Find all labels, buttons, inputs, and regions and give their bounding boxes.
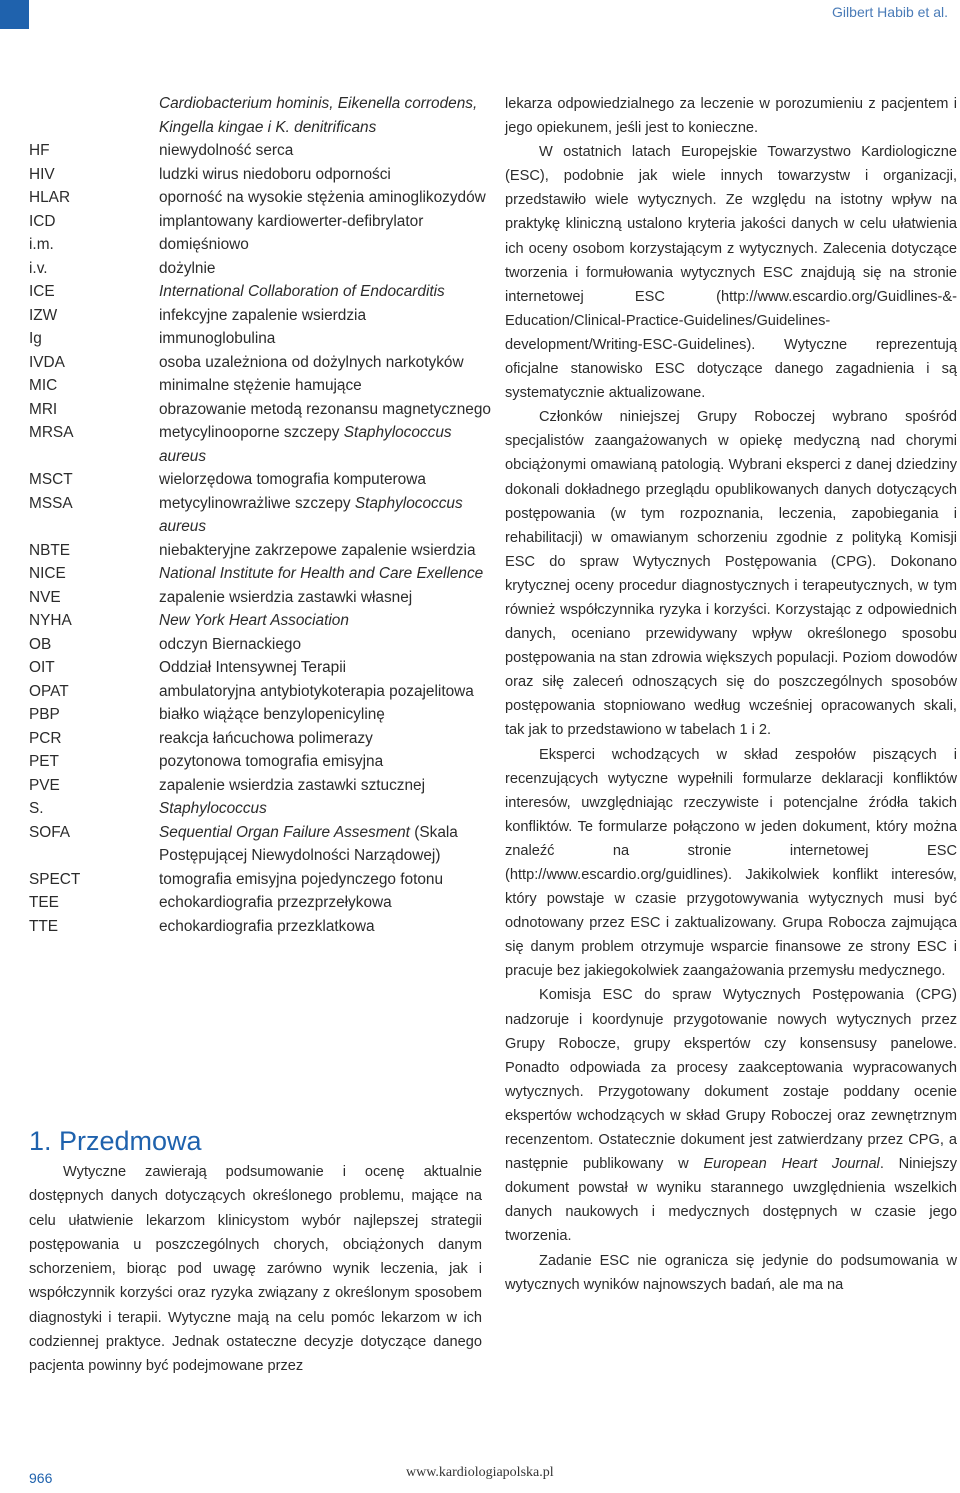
text-run: Staphylococcus aureus <box>159 424 452 465</box>
preface-paragraph: Wytyczne zawierają podsumowanie i ocenę aktualnie dostępnych danych dotyczących określonego problemu, mające na celu ułatwienie lekarzom klinicystom wybór najlepszej strategii postępowania u poszczególnych chorych, obciążonych danym schorzeniem, biorąc pod uwagę zarówno wynik leczenia, jak i współczynnik korzyści oraz ryzyka związany z określonym sposobem diagnostyki i terapii. Wytyczne mają na celu pomóc lekarzom w ich codziennej praktyce. Jednak ostateczne decyzje dotyczące danego pacjenta powinny być podejmowane przez <box>29 1164 482 1375</box>
abbreviation-key: NVE <box>29 588 61 606</box>
abbreviation-row <box>29 398 499 422</box>
abbreviation-key: PVE <box>29 776 60 794</box>
abbreviation-definition <box>159 304 499 328</box>
abbreviation-row <box>29 163 499 187</box>
text-run: metycylinowrażliwe szczepy <box>159 494 355 512</box>
abbreviation-row <box>29 92 499 139</box>
journal-url: www.kardiologiapolska.pl <box>406 1465 554 1480</box>
abbreviation-definition <box>159 750 499 774</box>
text-run: echokardiografia przezprzełykowa <box>159 894 392 911</box>
abbreviation-definition <box>159 633 499 657</box>
text-run: reakcja łańcuchowa polimerazy <box>159 729 373 747</box>
abbreviation-row <box>29 586 499 610</box>
text-run: lekarza odpowiedzialnego za leczenie w porozumieniu z pacjentem i jego opiekunem, jeśli jest to konieczne. <box>505 96 957 137</box>
text-run: Oddział Intensywnej Terapii <box>159 659 347 676</box>
abbreviation-definition <box>159 703 499 727</box>
abbreviation-definition <box>159 257 499 281</box>
text-run: oporność na wysokie stężenia aminoglikozydów <box>159 189 486 206</box>
abbreviation-key: HLAR <box>29 189 71 206</box>
abbreviation-key: OPAT <box>29 682 69 700</box>
text-run: Cardiobacterium hominis, Eikenella corrodens, Kingella kingae i K. denitrificans <box>159 95 478 136</box>
abbreviation-row <box>29 139 499 163</box>
abbreviation-key: MRSA <box>29 424 74 441</box>
abbreviation-row <box>29 562 499 586</box>
body-paragraph <box>505 92 957 140</box>
text-run: (Skala Postępującej Niewydolności Narządowej) <box>159 823 458 864</box>
abbreviation-definition <box>159 351 499 375</box>
body-paragraph <box>505 405 957 742</box>
abbreviation-key: NBTE <box>29 541 71 559</box>
abbreviation-definition <box>159 797 499 821</box>
abbreviation-definition <box>159 727 499 751</box>
text-run: New York Heart Association <box>159 612 349 629</box>
text-run: domięśniowo <box>159 236 249 253</box>
abbreviation-row <box>29 891 499 915</box>
text-run: Członków niniejszej Grupy Roboczej wybrano spośród specjalistów zaangażowanych w opiekę medyczną nad chorymi obciążonymi omawianą patologią. Wybrani eksperci z danej dziedziny dokonali dokładnego przeglądu opublikowanych danych dotyczących postępowania (w tym rozpoznania, leczenia, zapobiegania i rehabilitacji) w omawianym schorzeniu zgodnie z polityką Komisji ESC do spraw Wytycznych Postępowania (CPG). Dokonano krytycznej oceny procedur diagnostycznych i terapeutycznych, w tym również współczynnika ryzyka i korzyści. Korzystając z odpowiednich danych, oceniano przewidywany wpływ określonego sposobu postępowania na stan zdrowia większych populacji. Poziom dowodów oraz siłę zaleceń odnoszących się do poszczególnych sposobów postępowania stopniowano według wcześniej opracowanych skali, tak jak to przedstawiono w tabelach 1 i 2. <box>505 409 957 739</box>
abbreviation-definition <box>159 468 499 492</box>
text-run: International Collaboration of Endocarditis <box>159 283 445 300</box>
abbreviation-row <box>29 374 499 398</box>
abbreviation-row <box>29 539 499 563</box>
text-run: implantowany kardiowerter-defibrylator <box>159 212 424 230</box>
abbreviation-definition <box>159 374 499 398</box>
abbreviation-key: OIT <box>29 659 55 676</box>
abbreviation-key: IVDA <box>29 353 65 371</box>
abbreviation-row <box>29 797 499 821</box>
abbreviation-definition <box>159 609 499 633</box>
text-run: zapalenie wsierdzia zastawki sztucznej <box>159 776 426 794</box>
journal-color-block <box>0 0 29 29</box>
text-run: Komisja ESC do spraw Wytycznych Postępowania (CPG) nadzoruje i koordynuje przygotowanie nowych wytycznych przez Grupy Robocze, grupy ekspertów czy konsensusy panelowe. Ponadto odpowiada za procesy zaakceptowania wypracowanych wytycznych. Przygotowany dokument zostaje poddany ocenie ekspertów wchodzących w skład Grupy Roboczej oraz zewnętrznym recenzentom. Ostatecznie dokument jest zatwierdzany przez CPG, a następnie publikowany w <box>505 987 957 1173</box>
body-paragraph <box>505 743 957 984</box>
abbreviation-definition <box>159 398 499 422</box>
abbreviation-key: PET <box>29 753 59 770</box>
text-run: metycylinooporne szczepy <box>159 424 344 441</box>
abbreviation-key: S. <box>29 800 44 817</box>
abbreviation-definition <box>159 233 499 257</box>
abbreviation-key: MRI <box>29 400 58 418</box>
abbreviation-row <box>29 492 499 539</box>
abbreviation-definition <box>159 327 499 351</box>
abbreviation-key: TTE <box>29 917 59 935</box>
text-run: niewydolność serca <box>159 142 294 159</box>
abbreviation-definition <box>159 915 499 939</box>
body-paragraph <box>505 1249 957 1297</box>
abbreviation-row <box>29 868 499 892</box>
abbreviation-key: ICD <box>29 212 56 230</box>
abbreviation-key: HF <box>29 142 50 159</box>
abbreviation-key: ICE <box>29 283 55 300</box>
text-run: minimalne stężenie hamujące <box>159 377 362 394</box>
body-paragraph <box>505 983 957 1248</box>
text-run: zapalenie wsierdzia zastawki własnej <box>159 588 413 606</box>
text-run: immunoglobulina <box>159 330 276 347</box>
abbreviation-key: IZW <box>29 306 58 324</box>
text-run: European Heart Journal <box>703 1156 880 1173</box>
abbreviation-row <box>29 421 499 468</box>
text-run: ludzki wirus niedoboru odporności <box>159 165 391 183</box>
text-run: W ostatnich latach Europejskie Towarzystwo Kardiologiczne (ESC), podobnie jak wiele innych towarzystw i organizacji, przedstawiło wiele wytycznych. Ze względu na istotny wpływ na praktykę kliniczną ustalono kryteria jakości danych w celu ułatwienia ich oceny osobom korzystającym z wytycznych. Zalecenia dotyczące tworzenia i formułowania wytycznych ESC znajdują się na stronie internetowej ESC (http://www.escardio.org/Guidlines-&-Education/Clinical-Practice-Guidelines/Guidelines-development/Writing-ESC-Guidelines). Wytyczne reprezentują oficjalne stanowisko ESC dotyczące danego zagadnienia i są systematycznie aktualizowane. <box>505 144 957 402</box>
abbreviation-key: PBP <box>29 706 60 723</box>
abbreviation-row <box>29 750 499 774</box>
abbreviation-definition <box>159 280 499 304</box>
abbreviation-definition <box>159 139 499 163</box>
abbreviation-list <box>29 92 499 938</box>
abbreviation-row <box>29 468 499 492</box>
abbreviation-row <box>29 656 499 680</box>
abbreviation-definition <box>159 656 499 680</box>
abbreviation-row <box>29 210 499 234</box>
abbreviation-row <box>29 727 499 751</box>
abbreviation-row <box>29 609 499 633</box>
abbreviation-definition <box>159 539 499 563</box>
abbreviation-definition <box>159 210 499 234</box>
abbreviation-definition <box>159 92 499 139</box>
abbreviation-row <box>29 774 499 798</box>
abbreviation-key: i.m. <box>29 236 54 253</box>
abbreviation-row <box>29 633 499 657</box>
text-run: dożylnie <box>159 259 216 277</box>
abbreviation-definition <box>159 186 499 210</box>
abbreviation-key: TEE <box>29 894 59 911</box>
body-paragraph <box>505 140 957 405</box>
abbreviation-definition <box>159 680 499 704</box>
abbreviation-row <box>29 327 499 351</box>
text-run: Staphylococcus aureus <box>159 494 463 535</box>
abbreviation-definition <box>159 492 499 539</box>
text-run: infekcyjne zapalenie wsierdzia <box>159 306 367 324</box>
abbreviation-key: OB <box>29 635 52 653</box>
abbreviation-row <box>29 280 499 304</box>
right-column-text <box>505 92 957 1297</box>
text-run: obrazowanie metodą rezonansu magnetycznego <box>159 400 491 418</box>
text-run: niebakteryjne zakrzepowe zapalenie wsierdzia <box>159 541 476 559</box>
text-run: Zadanie ESC nie ogranicza się jedynie do podsumowania w wytycznych wyników najnowszych badań, ale ma na <box>505 1252 957 1293</box>
text-run: ambulatoryjna antybiotykoterapia pozajelitowa <box>159 682 474 700</box>
abbreviation-row <box>29 821 499 868</box>
abbreviation-key: MSCT <box>29 471 73 488</box>
abbreviation-key <box>29 92 159 139</box>
text-run: . Niniejszy dokument powstał w wyniku starannego uwzględnienia wszelkich danych naukowych i medycznych dostępnych w czasie jego tworzenia. <box>505 1156 958 1245</box>
abbreviation-key: NICE <box>29 565 66 582</box>
text-run: Sequential Organ Failure Assesment <box>159 823 410 841</box>
text-run: echokardiografia przezklatkowa <box>159 917 375 935</box>
text-run: Staphylococcus <box>159 800 267 817</box>
abbreviation-row <box>29 915 499 939</box>
text-run: białko wiążące benzylopenicylinę <box>159 706 385 723</box>
section-title: 1. Przedmowa <box>29 1126 202 1156</box>
abbreviation-key: MSSA <box>29 494 73 512</box>
text-run: osoba uzależniona od dożylnych narkotyków <box>159 353 464 371</box>
abbreviation-definition <box>159 421 499 468</box>
text-run: National Institute for Health and Care Exellence <box>159 565 484 582</box>
abbreviation-definition <box>159 562 499 586</box>
page-header <box>0 0 960 28</box>
abbreviation-key: i.v. <box>29 259 48 277</box>
abbreviation-row <box>29 703 499 727</box>
text-run: pozytonowa tomografia emisyjna <box>159 753 384 770</box>
abbreviation-key: NYHA <box>29 612 72 629</box>
abbreviation-key: MIC <box>29 377 58 394</box>
abbreviation-definition <box>159 868 499 892</box>
abbreviation-row <box>29 186 499 210</box>
abbreviation-definition <box>159 163 499 187</box>
text-run: odczyn Biernackiego <box>159 635 302 653</box>
abbreviation-definition <box>159 891 499 915</box>
text-run: Eksperci wchodzących w skład zespołów piszących i recenzujących wytyczne wypełnili formularze deklaracji konfliktów interesów, uwzględniając rzeczywiste i potencjalne źródła takich konfliktów. Te formularze połączono w jeden dokument, który można znaleźć na stronie internetowej ESC (http://www.escardio.org/guidlines). Jakikolwiek konflikt interesów, który powstaje w czasie przygotowywania wytycznych musi być odnotowany przez ESC i zaktualizowany. Grupa Robocza zajmująca się danym problem otrzymuje wsparcie finansowe ze strony ESC i pracuje bez jakiegokolwiek zaangażowania przemysłu medycznego. <box>505 746 957 980</box>
abbreviation-key: Ig <box>29 330 42 347</box>
abbreviation-key: SOFA <box>29 823 71 841</box>
abbreviation-key: SPECT <box>29 870 81 888</box>
abbreviation-row <box>29 233 499 257</box>
abbreviation-definition <box>159 821 499 868</box>
text-run: tomografia emisyjna pojedynczego fotonu <box>159 870 444 888</box>
abbreviation-definition <box>159 774 499 798</box>
abbreviation-definition <box>159 586 499 610</box>
abbreviation-key: HIV <box>29 165 55 183</box>
abbreviation-key: PCR <box>29 729 62 747</box>
abbreviation-row <box>29 257 499 281</box>
abbreviation-row <box>29 304 499 328</box>
abbreviation-row <box>29 680 499 704</box>
abbreviation-row <box>29 351 499 375</box>
running-head-author: Gilbert Habib et al. <box>832 4 948 20</box>
text-run: wielorzędowa tomografia komputerowa <box>159 471 426 488</box>
page-number: 966 <box>29 1470 53 1486</box>
